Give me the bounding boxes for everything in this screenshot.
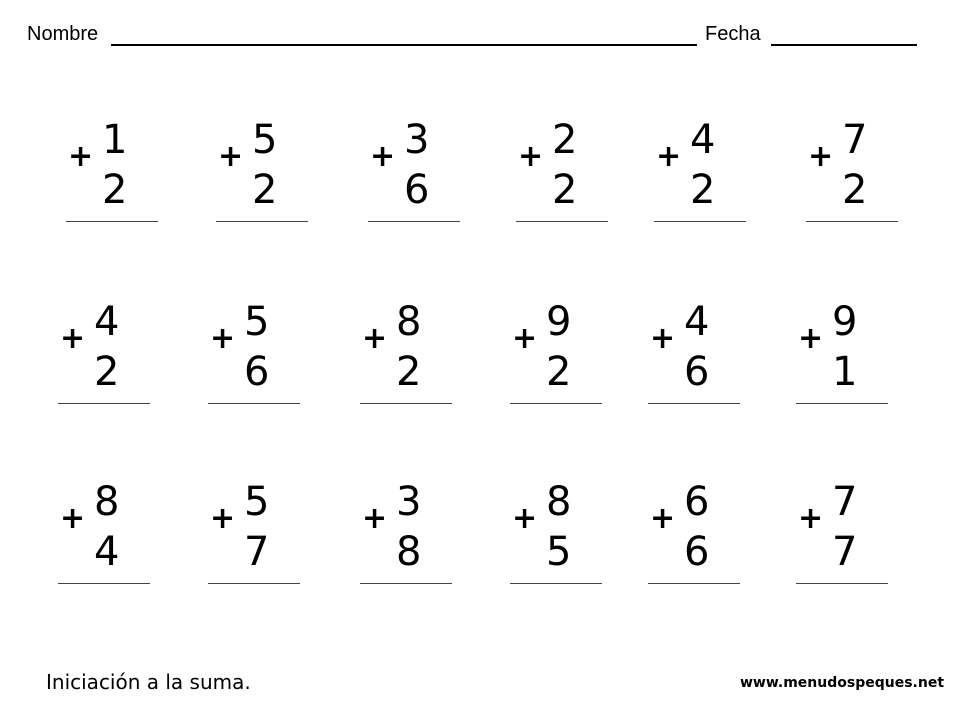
plus-sign: +: [798, 321, 824, 356]
plus-sign: +: [808, 139, 834, 174]
answer-line[interactable]: [796, 583, 888, 584]
addition-problem: [512, 480, 642, 590]
plus-sign: +: [210, 501, 236, 536]
top-addend: 6: [684, 479, 710, 525]
answer-line[interactable]: [516, 221, 608, 222]
top-addend: 8: [94, 479, 120, 525]
answer-line[interactable]: [58, 403, 150, 404]
addition-problem: [512, 300, 642, 410]
plus-sign: +: [362, 501, 388, 536]
plus-sign: +: [798, 501, 824, 536]
top-addend: 7: [832, 479, 858, 525]
addition-problem: [60, 300, 190, 410]
answer-line[interactable]: [208, 403, 300, 404]
plus-sign: +: [210, 321, 236, 356]
top-addend: 7: [842, 117, 868, 163]
top-addend: 4: [690, 117, 716, 163]
bottom-addend: 6: [684, 529, 710, 575]
addition-problem: [218, 118, 348, 228]
addition-problem: [650, 480, 780, 590]
answer-line[interactable]: [654, 221, 746, 222]
top-addend: 3: [404, 117, 430, 163]
plus-sign: +: [362, 321, 388, 356]
addition-problem: [808, 118, 938, 228]
plus-sign: +: [650, 321, 676, 356]
answer-line[interactable]: [368, 221, 460, 222]
top-addend: 5: [252, 117, 278, 163]
answer-line[interactable]: [360, 583, 452, 584]
answer-line[interactable]: [66, 221, 158, 222]
name-label: Nombre: [27, 23, 99, 45]
plus-sign: +: [370, 139, 396, 174]
top-addend: 9: [546, 299, 572, 345]
addition-problem: [798, 480, 928, 590]
addition-problem: [60, 480, 190, 590]
date-label: Fecha: [705, 23, 761, 45]
addition-problem: [518, 118, 648, 228]
bottom-addend: 2: [252, 167, 278, 213]
addition-problem: [656, 118, 786, 228]
answer-line[interactable]: [510, 403, 602, 404]
worksheet-caption: Iniciación a la suma.: [46, 670, 251, 694]
addition-problem: [68, 118, 198, 228]
answer-line[interactable]: [216, 221, 308, 222]
plus-sign: +: [60, 321, 86, 356]
plus-sign: +: [656, 139, 682, 174]
top-addend: 4: [94, 299, 120, 345]
plus-sign: +: [512, 501, 538, 536]
top-addend: 9: [832, 299, 858, 345]
answer-line[interactable]: [208, 583, 300, 584]
addition-problem: [362, 300, 492, 410]
plus-sign: +: [650, 501, 676, 536]
top-addend: 8: [396, 299, 422, 345]
addition-problem: [370, 118, 500, 228]
bottom-addend: 8: [396, 529, 422, 575]
bottom-addend: 6: [684, 349, 710, 395]
bottom-addend: 7: [244, 529, 270, 575]
bottom-addend: 2: [546, 349, 572, 395]
top-addend: 5: [244, 479, 270, 525]
bottom-addend: 2: [396, 349, 422, 395]
top-addend: 4: [684, 299, 710, 345]
bottom-addend: 7: [832, 529, 858, 575]
bottom-addend: 2: [842, 167, 868, 213]
plus-sign: +: [68, 139, 94, 174]
plus-sign: +: [60, 501, 86, 536]
top-addend: 8: [546, 479, 572, 525]
plus-sign: +: [512, 321, 538, 356]
answer-line[interactable]: [796, 403, 888, 404]
answer-line[interactable]: [806, 221, 898, 222]
addition-problem: [210, 300, 340, 410]
answer-line[interactable]: [360, 403, 452, 404]
bottom-addend: 6: [244, 349, 270, 395]
answer-line[interactable]: [648, 403, 740, 404]
bottom-addend: 2: [94, 349, 120, 395]
answer-line[interactable]: [58, 583, 150, 584]
top-addend: 5: [244, 299, 270, 345]
plus-sign: +: [218, 139, 244, 174]
addition-problem: [210, 480, 340, 590]
top-addend: 1: [102, 117, 128, 163]
bottom-addend: 2: [102, 167, 128, 213]
website-credit: www.menudospeques.net: [740, 675, 945, 691]
bottom-addend: 1: [832, 349, 858, 395]
bottom-addend: 4: [94, 529, 120, 575]
answer-line[interactable]: [648, 583, 740, 584]
answer-line[interactable]: [510, 583, 602, 584]
addition-problem: [650, 300, 780, 410]
addition-problem: [362, 480, 492, 590]
bottom-addend: 2: [552, 167, 578, 213]
bottom-addend: 5: [546, 529, 572, 575]
bottom-addend: 2: [690, 167, 716, 213]
plus-sign: +: [518, 139, 544, 174]
bottom-addend: 6: [404, 167, 430, 213]
addition-problem: [798, 300, 928, 410]
top-addend: 3: [396, 479, 422, 525]
top-addend: 2: [552, 117, 578, 163]
